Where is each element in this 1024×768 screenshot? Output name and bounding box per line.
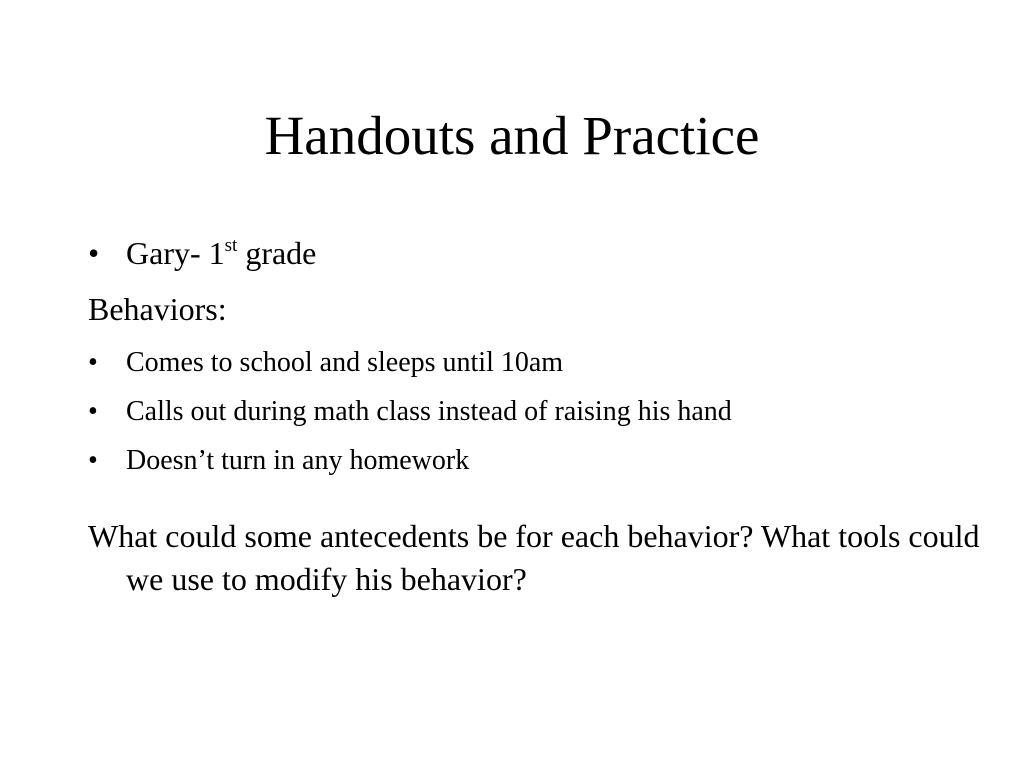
behavior-text: Comes to school and sleeps until 10am	[126, 347, 564, 378]
ordinal-superscript: st	[224, 235, 238, 256]
behavior-item	[88, 436, 968, 485]
behavior-text: Calls out during math class instead of raising his hand	[126, 396, 732, 427]
bullet-marker: •	[88, 235, 100, 271]
behavior-text: Doesn’t turn in any homework	[126, 445, 470, 476]
behavior-item	[88, 387, 968, 436]
student-bullet	[88, 226, 968, 280]
behaviors-heading: Behaviors:	[88, 291, 227, 327]
question-line-2: What tools could we use to modify his behavior?	[126, 518, 980, 597]
student-grade: grade	[237, 235, 317, 271]
question-line-1: What could some antecedents be for each behavior?	[88, 518, 754, 554]
slide-title: Handouts and Practice	[264, 105, 760, 166]
slide-body	[88, 226, 980, 601]
student-name: Gary- 1	[126, 235, 225, 271]
bullet-marker: •	[88, 347, 98, 378]
behavior-item	[88, 338, 968, 387]
discussion-question	[88, 515, 986, 601]
bullet-marker: •	[88, 396, 98, 427]
bullet-marker: •	[88, 445, 98, 476]
